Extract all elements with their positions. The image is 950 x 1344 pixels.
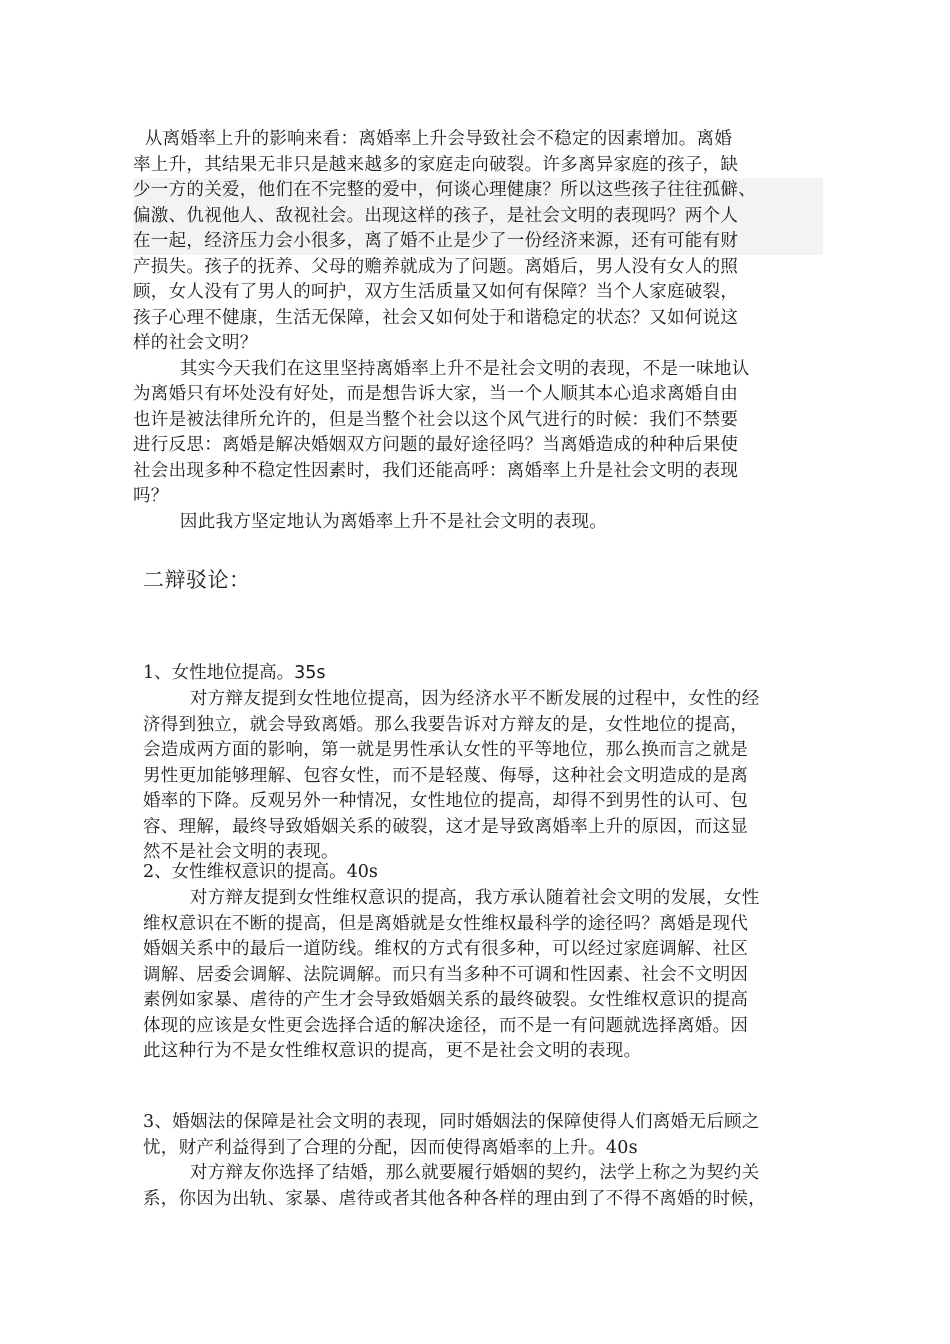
point-title-text: 忧，财产利益得到了合理的分配，因而使得离婚率的上升。 (143, 1137, 606, 1158)
text-line: 对方辩友你选择了结婚，那么就要履行婚姻的契约，法学上称之为契约关 (143, 1163, 760, 1183)
point-1-body (143, 687, 813, 866)
text-line: 少一方的关爱，他们在不完整的爱中，何谈心理健康？所以这些孩子往往孤僻、 (133, 178, 823, 204)
intro-paragraphs (133, 127, 823, 535)
point-title-text: 1、女性地位提高。 (143, 663, 295, 683)
point-2-body (143, 886, 813, 1065)
text-line: 吗？ (133, 486, 169, 506)
text-line: 从离婚率上升的影响来看：离婚率上升会导致社会不稳定的因素增加。离婚 (133, 129, 733, 149)
text-line: 体现的应该是女性更会选择合适的解决途径，而不是一有问题就选择离婚。因 (143, 1015, 749, 1036)
text-line: 产损失。孩子的抚养、父母的赡养就成为了问题。离婚后，男人没有女人的照 (133, 256, 739, 277)
text-line: 为离婚只有坏处没有好处，而是想告诉大家，当一个人顺其本心追求离婚自由 (133, 384, 739, 404)
point-3 (143, 1110, 813, 1212)
text-line: 调解、居委会调解、法院调解。而只有当多种不可调和性因素、社会不文明因 (143, 964, 749, 985)
point-1-title (143, 661, 326, 687)
text-line: 其实今天我们在这里坚持离婚率上升不是社会文明的表现，不是一味地认 (133, 358, 750, 379)
text-line: 济得到独立，就会导致离婚。那么我要告诉对方辩友的是，女性地位的提高， (143, 714, 749, 735)
text-line: 对方辩友提到女性地位提高，因为经济水平不断发展的过程中，女性的经 (143, 689, 760, 709)
text-line: 进行反思：离婚是解决婚姻双方问题的最好途径吗？当离婚造成的种种后果使 (133, 435, 739, 455)
text-line: 孩子心理不健康，生活无保障，社会又如何处于和谐稳定的状态？又如何说这 (133, 307, 739, 328)
text-line: 偏激、仇视他人、敌视社会。出现这样的孩子，是社会文明的表现吗？两个人 (133, 204, 823, 230)
text-line: 此这种行为不是女性维权意识的提高，更不是社会文明的表现。 (143, 1041, 642, 1061)
text-line: 然不是社会文明的表现。 (143, 842, 339, 862)
text-line: 维权意识在不断的提高，但是离婚就是女性维权最科学的途径吗？离婚是现代 (143, 913, 749, 934)
text-line: 会造成两方面的影响，第一就是男性承认女性的平等地位，那么换而言之就是 (143, 740, 749, 760)
text-line: 容、理解，最终导致婚姻关系的破裂，这才是导致离婚率上升的原因，而这显 (143, 816, 749, 837)
text-line: 系，你因为出轨、家暴、虐待或者其他各种各样的理由到了不得不离婚的时候， (143, 1188, 766, 1209)
point-time: 40s (346, 862, 378, 882)
point-time: 40s (605, 1137, 638, 1158)
text-line: 率上升，其结果无非只是越来越多的家庭走向破裂。许多离异家庭的孩子，缺 (133, 154, 739, 175)
text-line: 顾，女人没有了男人的呵护，双方生活质量又如何有保障？当个人家庭破裂， (133, 282, 739, 302)
text-line: 婚率的下降。反观另外一种情况，女性地位的提高，却得不到男性的认可、包 (143, 791, 749, 811)
text-line: 婚姻关系中的最后一道防线。维权的方式有很多种，可以经过家庭调解、社区 (143, 939, 749, 959)
text-line: 样的社会文明？ (133, 333, 258, 353)
text-line: 在一起，经济压力会小很多，离了婚不止是少了一份经济来源，还有可能有财 (133, 229, 823, 255)
point-3-title-line (143, 1136, 813, 1162)
point-title-text: 2、女性维权意识的提高。 (143, 862, 347, 882)
point-3-title-line: 3、婚姻法的保障是社会文明的表现，同时婚姻法的保障使得人们离婚无后顾之 (143, 1112, 760, 1132)
point-2-title (143, 860, 378, 886)
text-line: 也许是被法律所允许的，但是当整个社会以这个风气进行的时候：我们不禁要 (133, 409, 739, 430)
text-line: 对方辩友提到女性维权意识的提高，我方承认随着社会文明的发展，女性 (143, 888, 760, 908)
text-line: 因此我方坚定地认为离婚率上升不是社会文明的表现。 (133, 511, 608, 532)
text-line: 社会出现多种不稳定性因素时，我们还能高呼：离婚率上升是社会文明的表现 (133, 460, 739, 481)
text-line: 男性更加能够理解、包容女性，而不是轻蔑、侮辱，这种社会文明造成的是离 (143, 765, 749, 786)
text-line: 素例如家暴、虐待的产生才会导致婚姻关系的最终破裂。女性维权意识的提高 (143, 990, 749, 1010)
section-title: 二辩驳论： (143, 568, 251, 592)
point-time: 35s (294, 663, 326, 683)
